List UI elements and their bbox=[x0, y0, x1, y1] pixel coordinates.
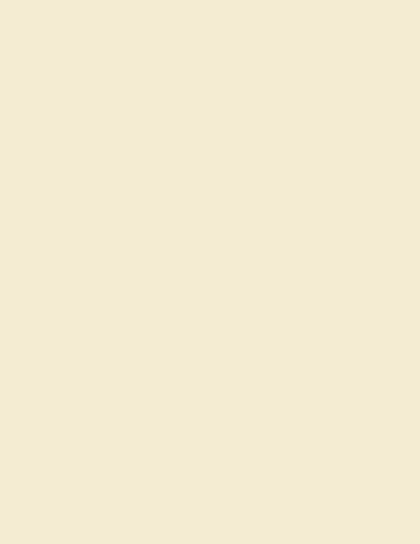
quoted-passage bbox=[12, 450, 410, 530]
poem-stanza-5 bbox=[12, 410, 410, 436]
poem-stanza-2 bbox=[12, 262, 410, 302]
paragraph-third bbox=[12, 152, 410, 176]
paragraph-second bbox=[12, 115, 410, 151]
poem-title bbox=[12, 190, 410, 202]
poem-stanza-1 bbox=[12, 208, 410, 248]
paragraph-intro bbox=[12, 6, 410, 114]
poem-stanza-4 bbox=[12, 370, 410, 396]
poem-stanza-3 bbox=[12, 316, 410, 356]
